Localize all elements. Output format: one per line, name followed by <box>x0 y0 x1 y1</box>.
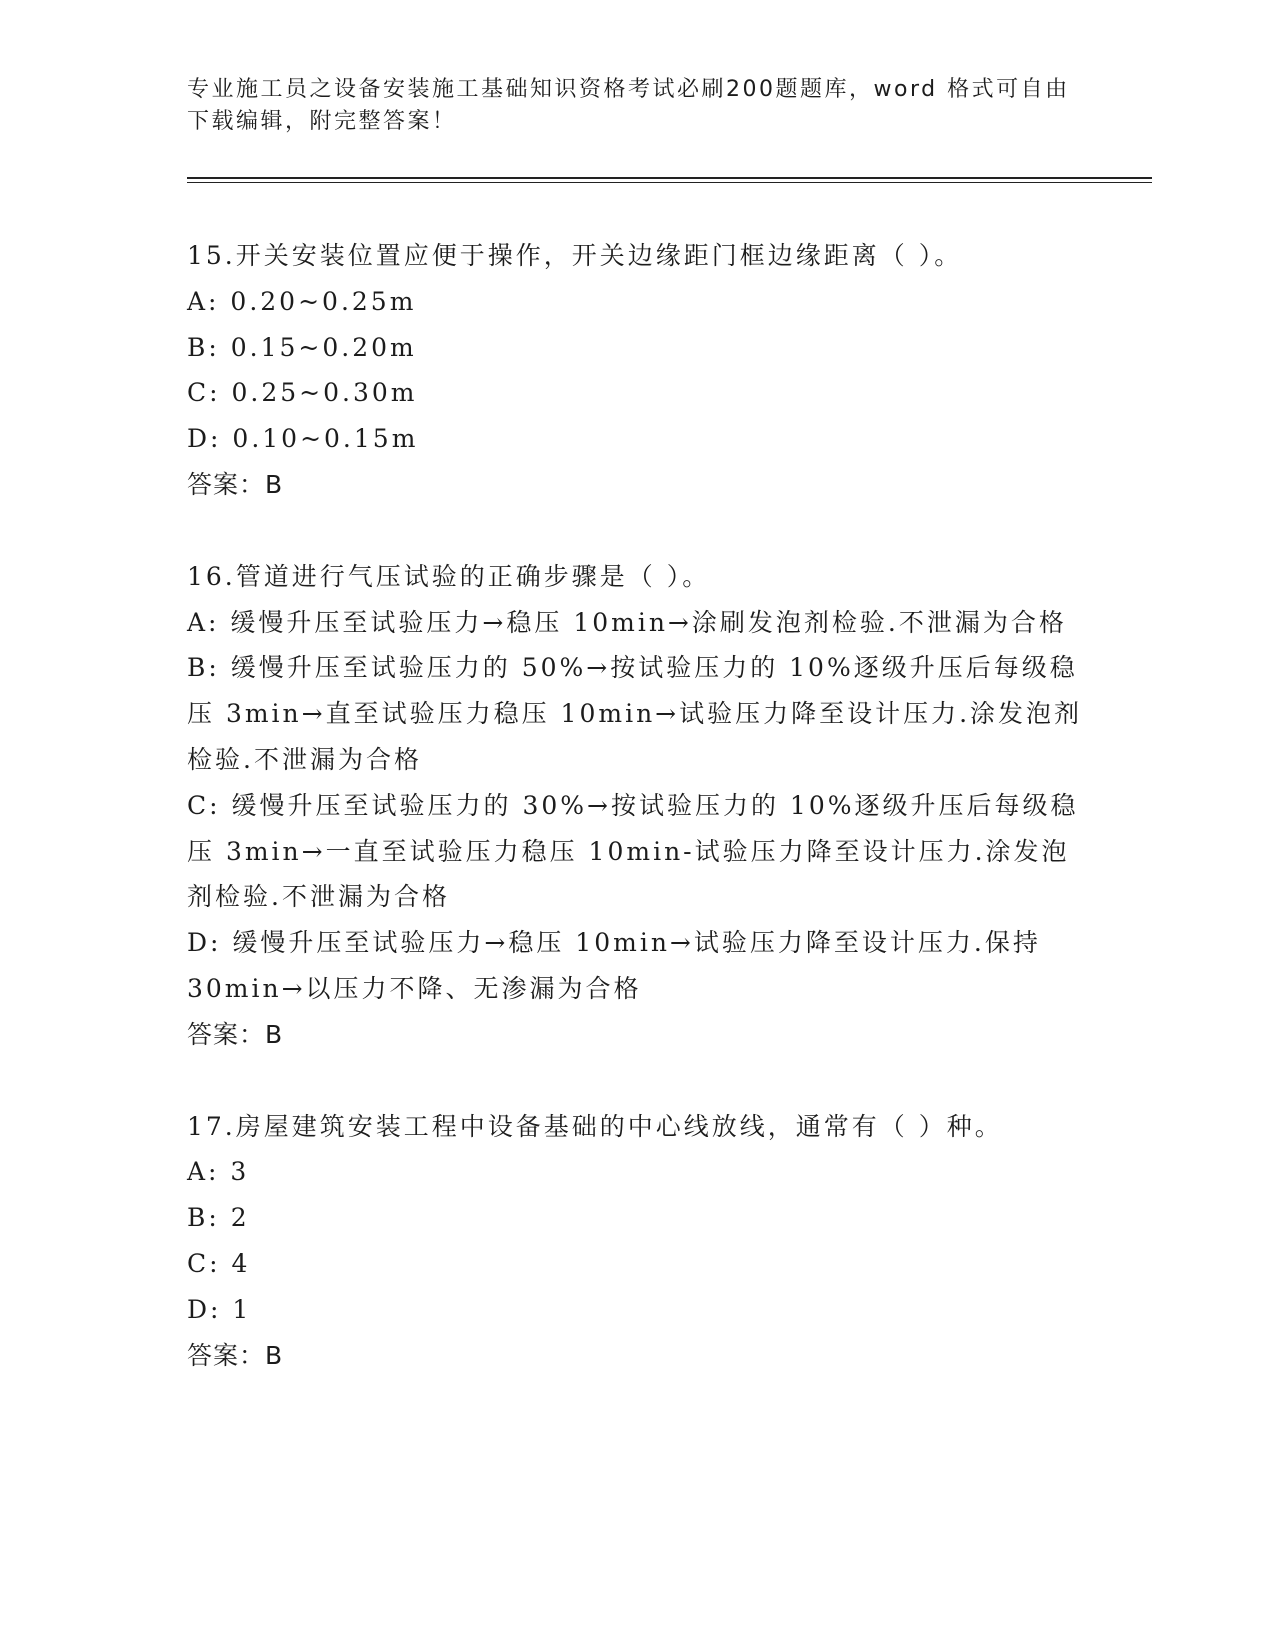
option-b <box>187 645 1187 782</box>
option-line: B: 2 <box>187 1203 250 1233</box>
question-list <box>187 233 1187 1424</box>
option-line: C: 4 <box>187 1248 251 1278</box>
header-line-2: 下载编辑，附完整答案！ <box>187 109 457 134</box>
question-17 <box>187 1104 1187 1379</box>
answer: 答案：B <box>187 1019 284 1049</box>
question-16 <box>187 554 1187 1058</box>
question-stem: 16.管道进行气压试验的正确步骤是（ ）。 <box>187 561 711 591</box>
answer: 答案：B <box>187 469 284 499</box>
option-line: B: 0.15~0.20m <box>187 332 417 362</box>
option-a <box>187 1149 1187 1195</box>
document-header <box>187 74 1070 138</box>
header-line-1: 专业施工员之设备安装施工基础知识资格考试必刷200题题库，word 格式可自由 <box>187 77 1070 102</box>
option-d <box>187 416 1187 462</box>
answer: 答案：B <box>187 1340 284 1370</box>
option-b <box>187 1195 1187 1241</box>
option-a <box>187 600 1187 646</box>
option-line: D: 0.10~0.15m <box>187 424 419 454</box>
option-line: A: 3 <box>187 1157 250 1187</box>
option-line: 压 3min→直至试验压力稳压 10min→试验压力降至设计压力.涂发泡剂 <box>187 699 1083 729</box>
option-b <box>187 325 1187 371</box>
option-line: C: 缓慢升压至试验压力的 30%→按试验压力的 10%逐级升压后每级稳 <box>187 790 1079 820</box>
option-c <box>187 1241 1187 1287</box>
option-line: 检验.不泄漏为合格 <box>187 744 422 774</box>
option-line: A: 缓慢升压至试验压力→稳压 10min→涂刷发泡剂检验.不泄漏为合格 <box>187 607 1067 637</box>
option-line: D: 1 <box>187 1294 252 1324</box>
option-line: C: 0.25~0.30m <box>187 378 418 408</box>
question-stem: 15.开关安装位置应便于操作，开关边缘距门框边缘距离（ ）。 <box>187 241 963 270</box>
option-a <box>187 279 1187 325</box>
option-c <box>187 370 1187 416</box>
question-15 <box>187 233 1187 508</box>
option-d <box>187 1287 1187 1333</box>
option-line: 30min→以压力不降、无渗漏为合格 <box>187 973 642 1003</box>
option-line: 压 3min→一直至试验压力稳压 10min-试验压力降至设计压力.涂发泡 <box>187 836 1070 866</box>
header-divider <box>187 177 1152 183</box>
option-line: D: 缓慢升压至试验压力→稳压 10min→试验压力降至设计压力.保持 <box>187 928 1041 958</box>
option-line: 剂检验.不泄漏为合格 <box>187 882 450 912</box>
question-stem: 17.房屋建筑安装工程中设备基础的中心线放线，通常有（ ）种。 <box>187 1111 1003 1141</box>
option-line: B: 缓慢升压至试验压力的 50%→按试验压力的 10%逐级升压后每级稳 <box>187 653 1078 683</box>
option-line: A: 0.20~0.25m <box>187 286 417 316</box>
option-c <box>187 783 1187 920</box>
option-d <box>187 920 1187 1012</box>
